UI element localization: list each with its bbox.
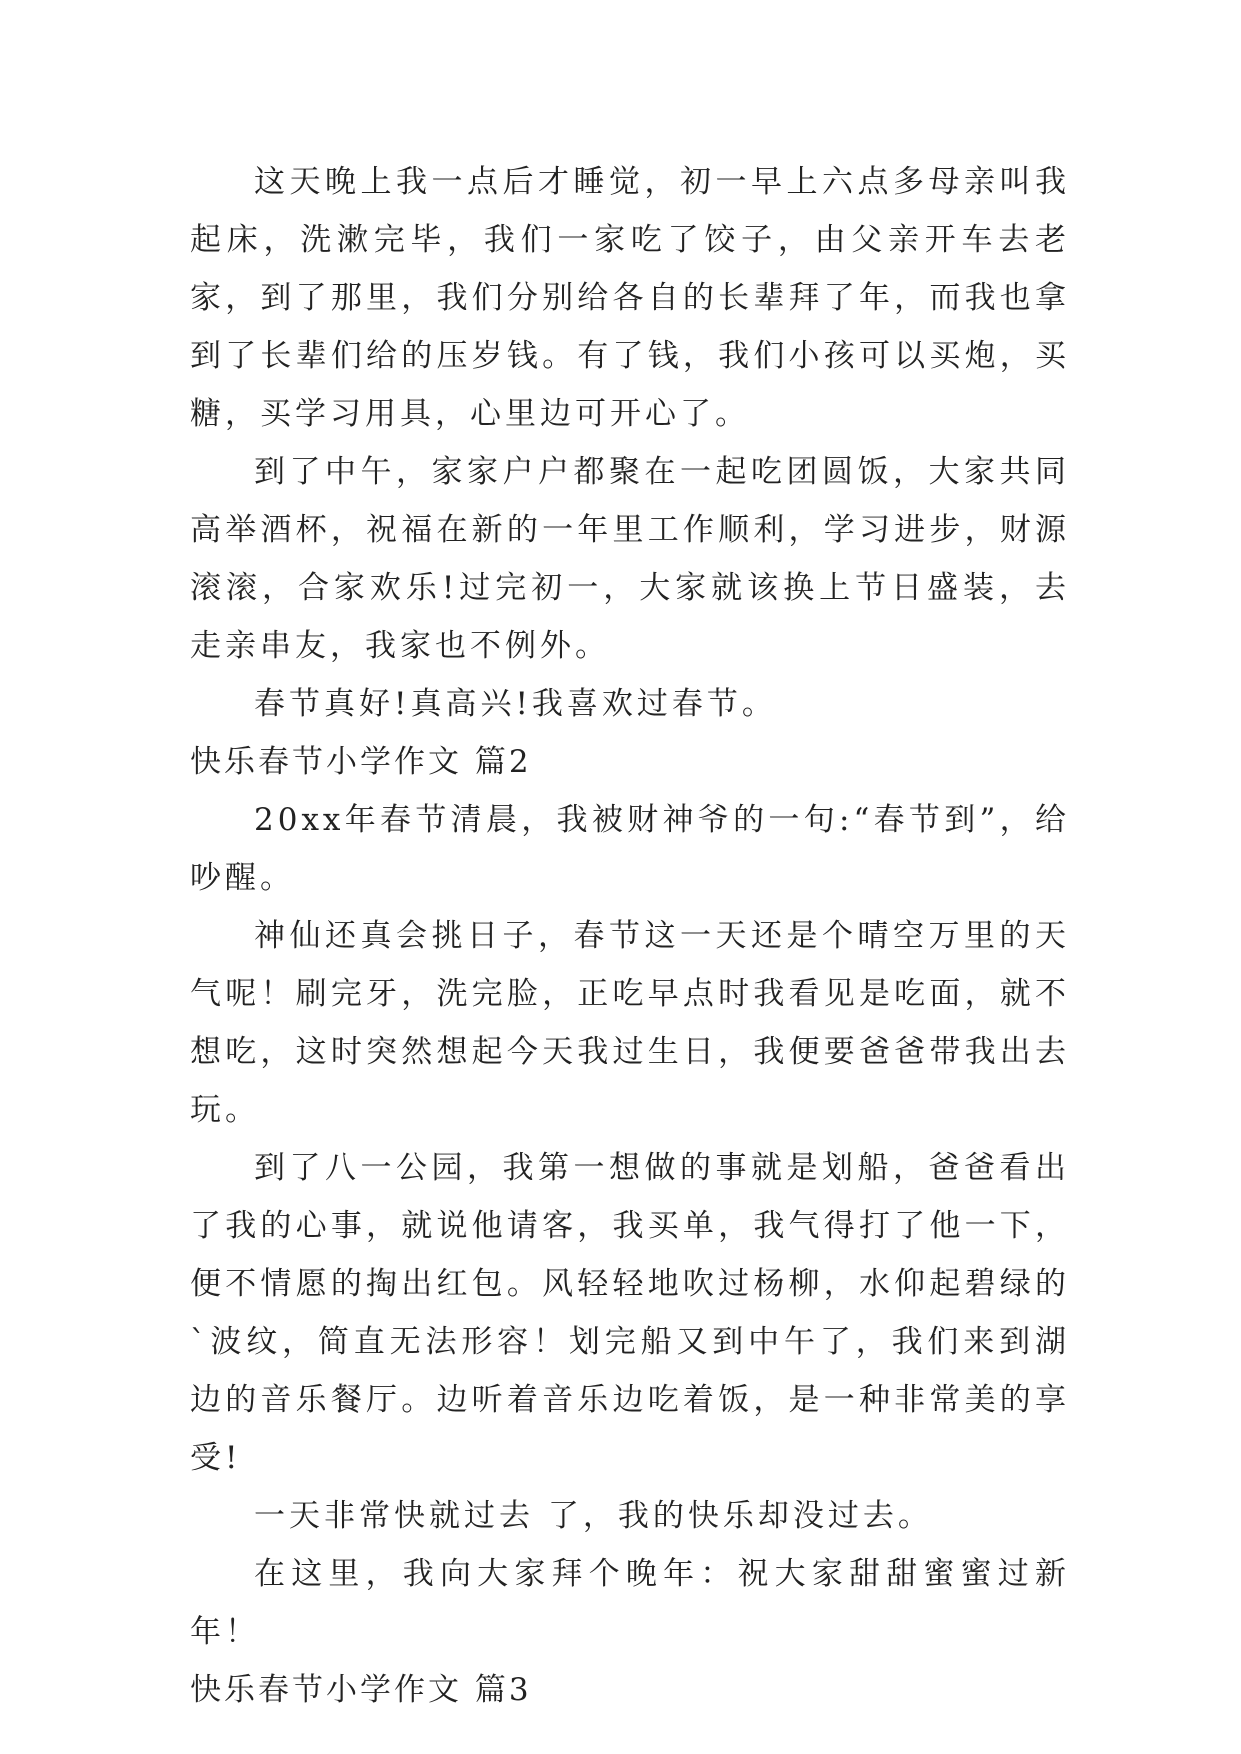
paragraph-love-spring-festival: 春节真好!真高兴!我喜欢过春节。	[254, 686, 777, 722]
paragraph-greeting: 在这里，我向大家拜个晚年：祝大家甜甜蜜蜜过新年！	[190, 1556, 1070, 1650]
essay-heading-3: 快乐春节小学作文 篇3	[190, 1672, 532, 1708]
document-body	[190, 153, 1070, 1719]
paragraph-woken-up: 20xx年春节清晨，我被财神爷的一句:“春节到”，给吵醒。	[190, 802, 1070, 896]
paragraph-sunny-day: 神仙还真会挑日子，春节这一天还是个晴空万里的天气呢！刷完牙，洗完脸，正吃早点时我看见是吃面，就不想吃，这时突然想起今天我过生日，我便要爸爸带我出去玩。	[190, 918, 1070, 1128]
essay-heading-2: 快乐春节小学作文 篇2	[190, 744, 532, 780]
paragraph-day-passed: 一天非常快就过去 了，我的快乐却没过去。	[254, 1498, 933, 1534]
paragraph-new-year-morning: 这天晚上我一点后才睡觉，初一早上六点多母亲叫我起床，洗漱完毕，我们一家吃了饺子，由父亲开车去老家，到了那里，我们分别给各自的长辈拜了年，而我也拿到了长辈们给的压岁钱。有了钱，我们小孩可以买炮，买糖，买学习用具，心里边可开心了。	[190, 164, 1070, 432]
paragraph-reunion-dinner: 到了中午，家家户户都聚在一起吃团圆饭，大家共同高举酒杯，祝福在新的一年里工作顺利，学习进步，财源滚滚，合家欢乐!过完初一，大家就该换上节日盛装，去走亲串友，我家也不例外。	[190, 454, 1070, 664]
paragraph-bayi-park: 到了八一公园，我第一想做的事就是划船，爸爸看出了我的心事，就说他请客，我买单，我气得打了他一下，便不情愿的掏出红包。风轻轻地吹过杨柳，水仰起碧绿的`波纹，简直无法形容！划完船又到中午了，我们来到湖边的音乐餐厅。边听着音乐边吃着饭，是一种非常美的享受!	[190, 1150, 1070, 1476]
